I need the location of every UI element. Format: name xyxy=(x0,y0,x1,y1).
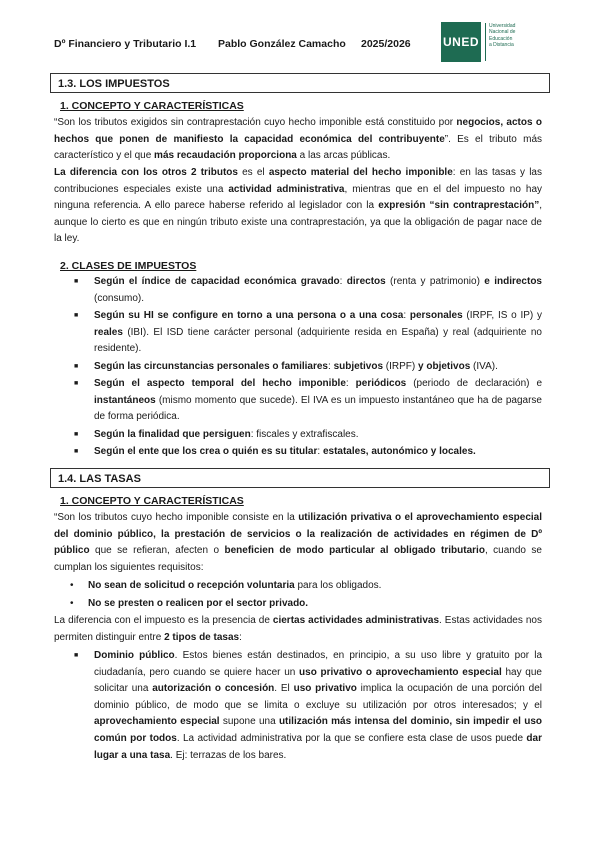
text-run: . El xyxy=(274,683,294,695)
bold-run: y objetivos xyxy=(418,361,471,372)
text-run: supone una xyxy=(219,716,279,728)
heading-concepto-impuestos xyxy=(60,100,244,112)
list-item-text xyxy=(94,427,542,444)
requirement-text xyxy=(88,578,381,595)
bold-run: expresión “sin contraprestación” xyxy=(378,200,540,212)
text-run: . Estas actividades nos permiten distinguir entre xyxy=(54,615,542,643)
bold-run: directos xyxy=(346,276,386,287)
logo-line: a Distancia xyxy=(489,42,514,49)
heading-text: 1. CONCEPTO Y CARACTERÍSTICAS xyxy=(60,100,244,112)
list-item-text xyxy=(94,444,542,461)
bold-run: Según su HI se configure en torno a una persona o a una cosa xyxy=(94,310,404,321)
bullet-icon: • xyxy=(70,580,74,591)
logo-line: Educación xyxy=(489,35,513,42)
paragraph xyxy=(54,115,542,165)
list-item-text xyxy=(94,308,542,358)
bold-run: negocios, actos o hechos que ponen de manifiesto la capacidad económica del contribuyente xyxy=(54,117,542,145)
bold-run: subjetivos xyxy=(333,361,384,372)
bullet-icon: ■ xyxy=(74,380,79,387)
bold-run: aprovechamiento especial xyxy=(94,716,220,728)
logo-line: Universidad xyxy=(489,23,516,29)
text-run: (IRPF) xyxy=(383,361,419,372)
bold-run: La diferencia con los otros 2 tributos xyxy=(54,167,238,178)
list-item-text xyxy=(94,376,542,426)
text-run: . Ej: terrazas de los bares. xyxy=(170,749,287,761)
text-run: , aunque lo cierto es que en ningún tributo existe una contraprestación, ya que la obligación de pagar nace de la ley. xyxy=(54,200,542,245)
bullet-icon: ■ xyxy=(74,448,79,455)
text-run: (mismo momento que sucede). El IVA es un impuesto instantáneo que ha de pagarse de forma periódica. xyxy=(94,394,542,423)
text-run: “Son los tributos exigidos sin contraprestación cuyo hecho imponible está constituido por xyxy=(54,117,457,128)
text-run: “Son los tributos cuyo hecho imponible consiste en la xyxy=(54,512,299,523)
list-item-text xyxy=(94,274,542,307)
text-run: (IBI). El ISD tiene carácter personal (adquiriente resida en España) y real (adquiriente no residente). xyxy=(94,326,542,355)
bold-run: beneficien de modo particular al obligado tributario xyxy=(224,545,485,557)
heading-concepto-tasas xyxy=(60,495,244,507)
text-run: (IRPF, IS o IP) y xyxy=(462,310,542,321)
text-run: La diferencia con el impuesto es la presencia de xyxy=(54,615,273,626)
text-run: , cuando se cumplan los siguientes requisitos: xyxy=(54,545,542,573)
text-run: : xyxy=(328,361,334,372)
logo-text xyxy=(489,23,515,49)
section-title-tasas: 1.4. LAS TASAS xyxy=(50,468,550,488)
bold-run: aspecto material del hecho imponible xyxy=(268,167,453,178)
bold-run: No sean de solicitud o recepción voluntaria xyxy=(88,580,295,591)
text-run: : xyxy=(403,310,410,321)
bold-run: periódicos xyxy=(355,378,407,389)
bold-run: utilización privativa o el aprovechamiento especial del dominio público, la prestación de servicios o la realización de actividades en régimen de Dº público xyxy=(54,512,543,557)
list-item-text xyxy=(94,648,542,764)
bold-run: estatales, autonómico y locales. xyxy=(322,446,476,457)
heading-text: 2. CLASES DE IMPUESTOS xyxy=(60,260,197,272)
bold-run: 2 tipos de tasas xyxy=(164,631,240,643)
bold-run: Según el ente que los crea o quién es su titular xyxy=(94,446,318,457)
bold-run: personales xyxy=(409,310,463,321)
bold-run: Según la finalidad que persiguen xyxy=(94,429,251,440)
logo-mark: UNED xyxy=(441,22,481,62)
list-item-text xyxy=(94,359,542,376)
bullet-icon: ■ xyxy=(74,431,79,438)
bold-run: actividad administrativa xyxy=(228,183,345,195)
bold-run: uso privativo xyxy=(293,683,357,695)
bullet-icon: ■ xyxy=(74,363,79,370)
bold-run: autorización o concesión xyxy=(152,683,275,695)
bold-run: No se presten o realicen por el sector privado. xyxy=(88,598,309,609)
requirement-text xyxy=(88,596,308,613)
paragraph xyxy=(54,165,542,248)
heading-clases-impuestos xyxy=(60,260,196,272)
text-run: , mientras que en el del impuesto no hay ninguna referencia. A ello parece haberse referido al legislador con la xyxy=(54,183,543,212)
text-run: : xyxy=(345,378,356,389)
paragraph xyxy=(54,613,542,646)
text-run: . La actividad administrativa por la que se confiere esta clase de usos puede xyxy=(176,732,527,744)
text-run: a las arcas públicas. xyxy=(296,150,391,162)
bold-run: Según el aspecto temporal del hecho imponible xyxy=(94,378,346,389)
text-run: (renta y patrimonio) xyxy=(385,276,485,287)
bold-run: Según las circunstancias personales o familiares xyxy=(94,361,328,372)
bold-run: e indirectos xyxy=(484,276,542,287)
bold-run: instantáneos xyxy=(94,394,156,406)
bold-run: utilización más intensa del dominio, sin impedir el uso común por todos xyxy=(94,716,543,744)
text-run: : xyxy=(317,446,323,457)
text-run: : en las tasas y las contribuciones especiales existe una xyxy=(54,167,542,195)
text-run: es el xyxy=(237,167,269,178)
bold-run: uso privativo o aprovechamiento especial xyxy=(299,666,502,678)
section-title-impuestos: 1.3. LOS IMPUESTOS xyxy=(50,73,550,93)
bold-run: dar lugar a una tasa xyxy=(94,732,542,761)
text-run: : xyxy=(239,631,242,643)
header-subject: Dº Financiero y Tributario I.1 xyxy=(54,38,197,50)
text-run: para los obligados. xyxy=(294,580,382,591)
paragraph xyxy=(54,510,542,576)
heading-text: 1. CONCEPTO Y CARACTERÍSTICAS xyxy=(60,495,244,507)
bold-run: ciertas actividades administrativas xyxy=(272,615,440,626)
text-run: (periodo de declaración) e xyxy=(406,378,542,389)
logo-line: Nacional de xyxy=(489,29,516,36)
bullet-icon: ■ xyxy=(74,312,79,319)
bullet-icon: • xyxy=(70,598,74,609)
header-year: 2025/2026 xyxy=(361,38,411,50)
bold-run: más recaudación proporciona xyxy=(154,150,297,162)
header-author: Pablo González Camacho xyxy=(218,38,346,50)
bold-run: Dominio público xyxy=(94,650,175,661)
bold-run: reales xyxy=(94,326,123,338)
logo-divider xyxy=(485,23,486,61)
text-run: hay que solicitar una xyxy=(94,666,542,695)
text-run: implica la ocupación de una porción del dominio público, de modo que se limita o excluye su utilización por otros interesados; y el xyxy=(94,683,542,711)
bullet-icon: ■ xyxy=(74,652,79,659)
text-run: (consumo). xyxy=(94,292,145,304)
text-run: : fiscales y extrafiscales. xyxy=(250,429,359,440)
text-run: ”. Es el tributo más característico y el que xyxy=(54,133,543,162)
text-run: que se refieran, afecten o xyxy=(89,545,225,557)
text-run: (IVA). xyxy=(470,361,498,372)
bold-run: Según el índice de capacidad económica gravado xyxy=(94,276,340,287)
bullet-icon: ■ xyxy=(74,278,79,285)
uned-logo xyxy=(441,22,522,64)
text-run: . Estos bienes están destinados, en principio, a su uso libre y gratuito por la ciudadanía, pero cuando se quiere hacer un xyxy=(94,650,543,678)
text-run: : xyxy=(339,276,347,287)
